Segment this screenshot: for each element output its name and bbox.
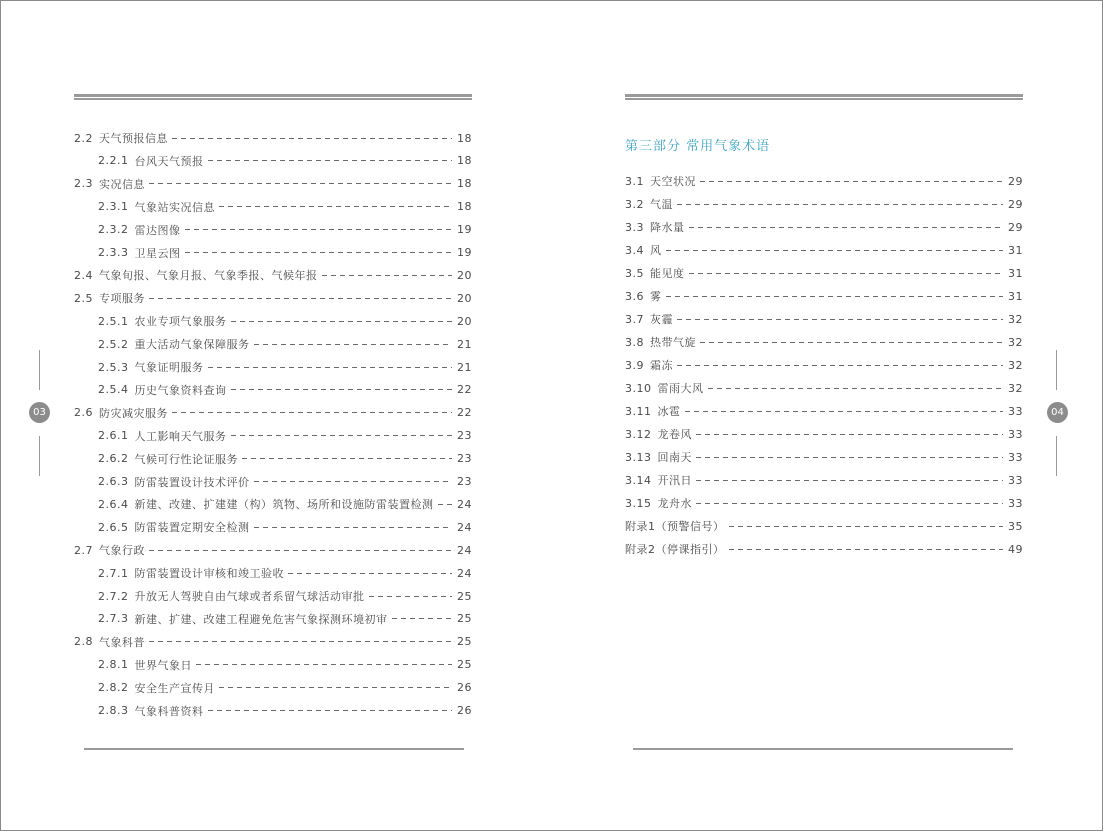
toc-entry[interactable]	[74, 632, 472, 652]
toc-page-number: 18	[457, 200, 472, 214]
toc-leader-dashes	[369, 596, 453, 597]
toc-page-number: 33	[1008, 496, 1023, 510]
toc-entry-title: 升放无人驾驶自由气球或者系留气球活动审批	[134, 590, 365, 603]
toc-leader-dashes	[185, 252, 453, 253]
toc-leader-dashes	[149, 298, 452, 299]
toc-entry[interactable]	[74, 426, 472, 446]
toc-leader-dashes	[172, 412, 452, 413]
toc-entry[interactable]	[625, 424, 1023, 444]
toc-entry-title: 卫星云图	[134, 246, 181, 260]
toc-entry-title: 气象证明服务	[134, 361, 204, 374]
toc-entry-number: 2.4	[74, 268, 93, 282]
toc-entry[interactable]	[625, 263, 1023, 283]
toc-page-number: 25	[457, 612, 472, 626]
toc-leader-dashes	[231, 321, 453, 322]
toc-page-number: 33	[1008, 427, 1023, 441]
toc-leader-dashes	[729, 549, 1004, 550]
toc-leader-dashes	[219, 206, 452, 207]
toc-entry-title: 台风天气预报	[134, 154, 204, 168]
toc-page-number: 26	[457, 681, 472, 695]
toc-page-number: 29	[1008, 220, 1023, 234]
toc-page-number: 32	[1008, 335, 1023, 349]
toc-entry[interactable]	[625, 378, 1023, 398]
toc-entry[interactable]	[74, 174, 472, 194]
toc-entry[interactable]	[625, 332, 1023, 352]
toc-entry-number: 2.7	[74, 543, 93, 557]
toc-leader-dashes	[288, 573, 452, 574]
left-top-rule	[74, 94, 472, 100]
toc-entry-number: 2.7.3	[98, 612, 129, 626]
toc-entry-number: 3.14	[625, 473, 652, 487]
toc-entry-number: 3.3	[625, 220, 644, 234]
toc-entry-number: 2.8.1	[98, 658, 129, 672]
toc-leader-dashes	[438, 504, 453, 505]
toc-entry-title: 天空状况	[650, 175, 696, 188]
toc-entry-number: 3.5	[625, 266, 644, 280]
toc-entry[interactable]	[74, 128, 472, 148]
toc-page-number: 22	[457, 383, 472, 397]
toc-entry[interactable]	[74, 540, 472, 560]
toc-entry[interactable]	[625, 539, 1023, 559]
toc-leader-dashes	[677, 319, 1003, 320]
toc-page-number: 20	[457, 314, 472, 328]
toc-entry-number: 3.15	[625, 496, 652, 510]
toc-page-number: 23	[457, 429, 472, 443]
toc-page-number: 32	[1008, 358, 1023, 372]
toc-leader-dashes	[700, 181, 1003, 182]
toc-entry-number: 2.8	[74, 635, 93, 649]
toc-entry-title: 冰雹	[657, 405, 681, 418]
toc-entry-title: 防雷装置设计技术评价	[134, 475, 250, 489]
toc-entry-title: 附录1（预警信号）	[625, 520, 725, 533]
toc-page-number: 21	[457, 360, 472, 374]
toc-entry-title: 霜冻	[650, 359, 673, 372]
page-number-badge-right: 04	[1047, 402, 1068, 423]
toc-entry-number: 2.5.3	[98, 360, 129, 374]
toc-entry-number: 2.7.1	[98, 566, 129, 580]
toc-entry[interactable]	[74, 655, 472, 675]
toc-leader-dashes	[696, 480, 1003, 481]
toc-entry-number: 3.6	[625, 289, 644, 303]
toc-entry-title: 气象行政	[99, 544, 145, 558]
toc-entry[interactable]	[74, 449, 472, 469]
toc-entry[interactable]	[74, 243, 472, 263]
toc-entry-title: 防灾减灾服务	[99, 406, 168, 420]
toc-leader-dashes	[666, 296, 1004, 297]
toc-leader-dashes	[685, 411, 1004, 412]
toc-entry-number: 2.6.3	[98, 475, 129, 488]
toc-leader-dashes	[696, 434, 1003, 435]
toc-entry-number: 2.5.1	[98, 314, 129, 328]
toc-entry-title: 专项服务	[99, 292, 145, 306]
toc-entry-number: 3.10	[625, 381, 652, 395]
toc-entry-title: 实况信息	[99, 177, 145, 191]
toc-page-number: 49	[1008, 542, 1023, 556]
toc-entry[interactable]	[74, 678, 472, 698]
toc-entry[interactable]	[625, 286, 1023, 306]
toc-entry-title: 热带气旋	[650, 336, 696, 349]
toc-entry[interactable]	[74, 197, 472, 217]
toc-leader-dashes	[666, 250, 1004, 251]
toc-entry-number: 2.6.2	[98, 452, 129, 466]
toc-entry[interactable]	[74, 380, 472, 400]
toc-entry-title: 附录2（停课指引）	[625, 543, 725, 556]
toc-leader-dashes	[322, 275, 453, 276]
toc-entry[interactable]	[625, 355, 1023, 375]
toc-entry[interactable]	[625, 171, 1023, 191]
toc-entry[interactable]	[74, 701, 472, 721]
right-bottom-rule	[633, 748, 1013, 750]
toc-entry-number: 2.6.4	[98, 497, 129, 511]
toc-leader-dashes	[185, 229, 453, 230]
toc-entry[interactable]	[74, 494, 472, 514]
toc-page-number: 18	[457, 154, 472, 168]
toc-page-number: 29	[1008, 174, 1023, 188]
toc-page-number: 24	[457, 566, 472, 580]
toc-entry-title: 重大活动气象保障服务	[134, 338, 250, 352]
toc-entry-number: 3.13	[625, 450, 652, 464]
toc-entry-title: 天气预报信息	[99, 132, 168, 145]
toc-entry-number: 2.5.2	[98, 337, 129, 351]
toc-entry[interactable]	[74, 563, 472, 583]
toc-entry-number: 3.12	[625, 427, 652, 441]
toc-entry-title: 回南天	[657, 451, 692, 464]
toc-leader-dashes	[231, 389, 453, 390]
toc-entry-number: 2.2.1	[98, 154, 129, 168]
toc-page-number: 35	[1008, 519, 1023, 533]
toc-leader-dashes	[689, 227, 1004, 228]
toc-entry-number: 2.6.1	[98, 429, 129, 443]
toc-entry[interactable]	[74, 357, 472, 377]
toc-page-number: 20	[457, 268, 472, 282]
toc-leader-dashes	[149, 550, 452, 551]
toc-leader-dashes	[196, 664, 452, 665]
toc-entry-title: 气象科普	[99, 635, 145, 649]
toc-entry[interactable]	[625, 194, 1023, 214]
toc-entry-title: 降水量	[650, 221, 685, 234]
toc-leader-dashes	[677, 204, 1003, 205]
right-toc	[625, 171, 1023, 571]
toc-entry-title: 雷雨大风	[657, 382, 704, 395]
toc-entry-number: 2.5	[74, 291, 93, 305]
toc-entry-title: 气象站实况信息	[134, 200, 215, 214]
toc-entry-title: 雷达图像	[134, 223, 181, 237]
left-side-line-top	[39, 350, 40, 390]
toc-page-number: 24	[457, 497, 472, 511]
page-number-badge-left: 03	[29, 402, 50, 423]
toc-leader-dashes	[696, 503, 1003, 504]
toc-entry-title: 安全生产宣传月	[134, 681, 215, 695]
toc-leader-dashes	[208, 710, 453, 711]
section-title: 第三部分 常用气象术语	[625, 139, 771, 154]
toc-page-number: 31	[1008, 289, 1023, 303]
toc-page-number: 24	[457, 520, 472, 534]
toc-leader-dashes	[208, 160, 453, 161]
toc-leader-dashes	[254, 527, 453, 528]
toc-leader-dashes	[219, 687, 452, 688]
toc-entry[interactable]	[74, 265, 472, 285]
toc-page-number: 32	[1008, 381, 1023, 395]
toc-page-number: 33	[1008, 450, 1023, 464]
toc-entry[interactable]	[74, 220, 472, 240]
toc-page-number: 22	[457, 406, 472, 420]
toc-entry-title: 防雷装置设计审核和竣工验收	[134, 567, 284, 581]
toc-page-number: 29	[1008, 197, 1023, 211]
toc-entry-title: 风	[650, 244, 662, 257]
toc-entry-title: 农业专项气象服务	[134, 315, 227, 329]
toc-entry-title: 新建、扩建、改建工程避免危害气象探测环境初审	[134, 612, 388, 626]
toc-entry-number: 2.8.3	[98, 704, 129, 717]
toc-page-number: 33	[1008, 473, 1023, 487]
toc-page-number: 19	[457, 246, 472, 259]
toc-leader-dashes	[696, 457, 1003, 458]
toc-entry[interactable]	[74, 403, 472, 423]
toc-entry-number: 2.5.4	[98, 383, 129, 397]
toc-page-number: 20	[457, 291, 472, 305]
toc-page-number: 21	[457, 337, 472, 351]
toc-leader-dashes	[689, 273, 1004, 274]
toc-page-number: 18	[457, 177, 472, 191]
toc-leader-dashes	[677, 365, 1003, 366]
toc-page-number: 23	[457, 475, 472, 488]
right-side-line-bottom	[1056, 436, 1057, 476]
toc-entry[interactable]	[625, 240, 1023, 260]
toc-entry[interactable]	[625, 401, 1023, 421]
toc-page-number: 33	[1008, 404, 1023, 418]
toc-leader-dashes	[231, 435, 453, 436]
toc-entry-title: 气象旬报、气象月报、气象季报、气候年报	[99, 269, 318, 283]
toc-page-number: 26	[457, 704, 472, 717]
toc-entry[interactable]	[625, 309, 1023, 329]
toc-leader-dashes	[392, 618, 453, 619]
toc-entry-number: 3.2	[625, 197, 644, 211]
toc-entry[interactable]	[74, 472, 472, 492]
toc-page-number: 18	[457, 131, 472, 145]
toc-entry-title: 龙卷风	[657, 428, 692, 441]
toc-entry-number: 2.3.2	[98, 223, 129, 237]
toc-page-number: 23	[457, 452, 472, 466]
toc-entry-title: 气象科普资料	[134, 704, 204, 718]
toc-page-number: 24	[457, 543, 472, 557]
toc-entry-number: 2.6.5	[98, 520, 129, 534]
toc-entry[interactable]	[625, 217, 1023, 237]
toc-entry-number: 2.2	[74, 131, 93, 145]
toc-entry-title: 气候可行性论证服务	[134, 452, 238, 466]
toc-page-number: 32	[1008, 312, 1023, 326]
toc-entry-number: 3.1	[625, 174, 644, 188]
toc-entry-title: 新建、改建、扩建建（构）筑物、场所和设施防雷装置检测	[134, 498, 434, 512]
toc-entry-title: 能见度	[650, 267, 685, 280]
toc-entry[interactable]	[625, 470, 1023, 490]
toc-page-number: 25	[457, 635, 472, 649]
toc-entry-number: 2.3.1	[98, 200, 129, 214]
toc-entry[interactable]	[625, 493, 1023, 513]
toc-leader-dashes	[254, 481, 453, 482]
toc-leader-dashes	[242, 458, 452, 459]
toc-page-number: 19	[457, 223, 472, 237]
toc-entry-number: 2.3	[74, 177, 93, 191]
toc-entry-title: 气温	[650, 198, 673, 211]
toc-entry-number: 3.11	[625, 404, 652, 418]
toc-entry-title: 开汛日	[657, 474, 692, 487]
toc-entry-number: 3.4	[625, 243, 644, 257]
toc-page-number: 25	[457, 589, 472, 603]
toc-entry[interactable]	[625, 447, 1023, 467]
toc-entry[interactable]	[74, 517, 472, 537]
toc-entry-number: 2.6	[74, 406, 93, 420]
right-top-rule	[625, 94, 1023, 100]
toc-entry-number: 2.3.3	[98, 246, 129, 259]
left-toc	[74, 128, 472, 728]
toc-entry-number: 2.7.2	[98, 589, 129, 603]
toc-entry[interactable]	[74, 609, 472, 629]
toc-entry[interactable]	[74, 288, 472, 308]
toc-leader-dashes	[149, 641, 452, 642]
toc-entry[interactable]	[625, 516, 1023, 536]
toc-entry-number: 3.9	[625, 358, 644, 372]
toc-entry[interactable]	[74, 311, 472, 331]
left-side-line-bottom	[39, 436, 40, 476]
toc-entry-title: 历史气象资料查询	[134, 383, 227, 397]
toc-entry-title: 雾	[650, 290, 662, 303]
toc-leader-dashes	[172, 138, 452, 139]
toc-entry[interactable]	[74, 586, 472, 606]
toc-entry-number: 3.7	[625, 312, 644, 326]
toc-entry-title: 龙舟水	[657, 497, 692, 510]
toc-leader-dashes	[254, 344, 453, 345]
toc-page-number: 25	[457, 658, 472, 672]
toc-leader-dashes	[700, 342, 1003, 343]
toc-entry[interactable]	[74, 151, 472, 171]
toc-leader-dashes	[729, 526, 1004, 527]
right-side-line-top	[1056, 350, 1057, 390]
toc-entry[interactable]	[74, 334, 472, 354]
toc-page-number: 31	[1008, 266, 1023, 280]
toc-leader-dashes	[149, 183, 452, 184]
toc-entry-title: 灰霾	[650, 313, 673, 326]
left-bottom-rule	[84, 748, 464, 750]
toc-entry-title: 世界气象日	[134, 658, 192, 672]
toc-entry-number: 2.8.2	[98, 681, 129, 695]
toc-page-number: 31	[1008, 243, 1023, 257]
toc-leader-dashes	[208, 367, 453, 368]
toc-leader-dashes	[708, 388, 1004, 389]
toc-entry-number: 3.8	[625, 335, 644, 349]
toc-entry-title: 防雷装置定期安全检测	[134, 521, 250, 535]
toc-entry-title: 人工影响天气服务	[134, 429, 227, 443]
